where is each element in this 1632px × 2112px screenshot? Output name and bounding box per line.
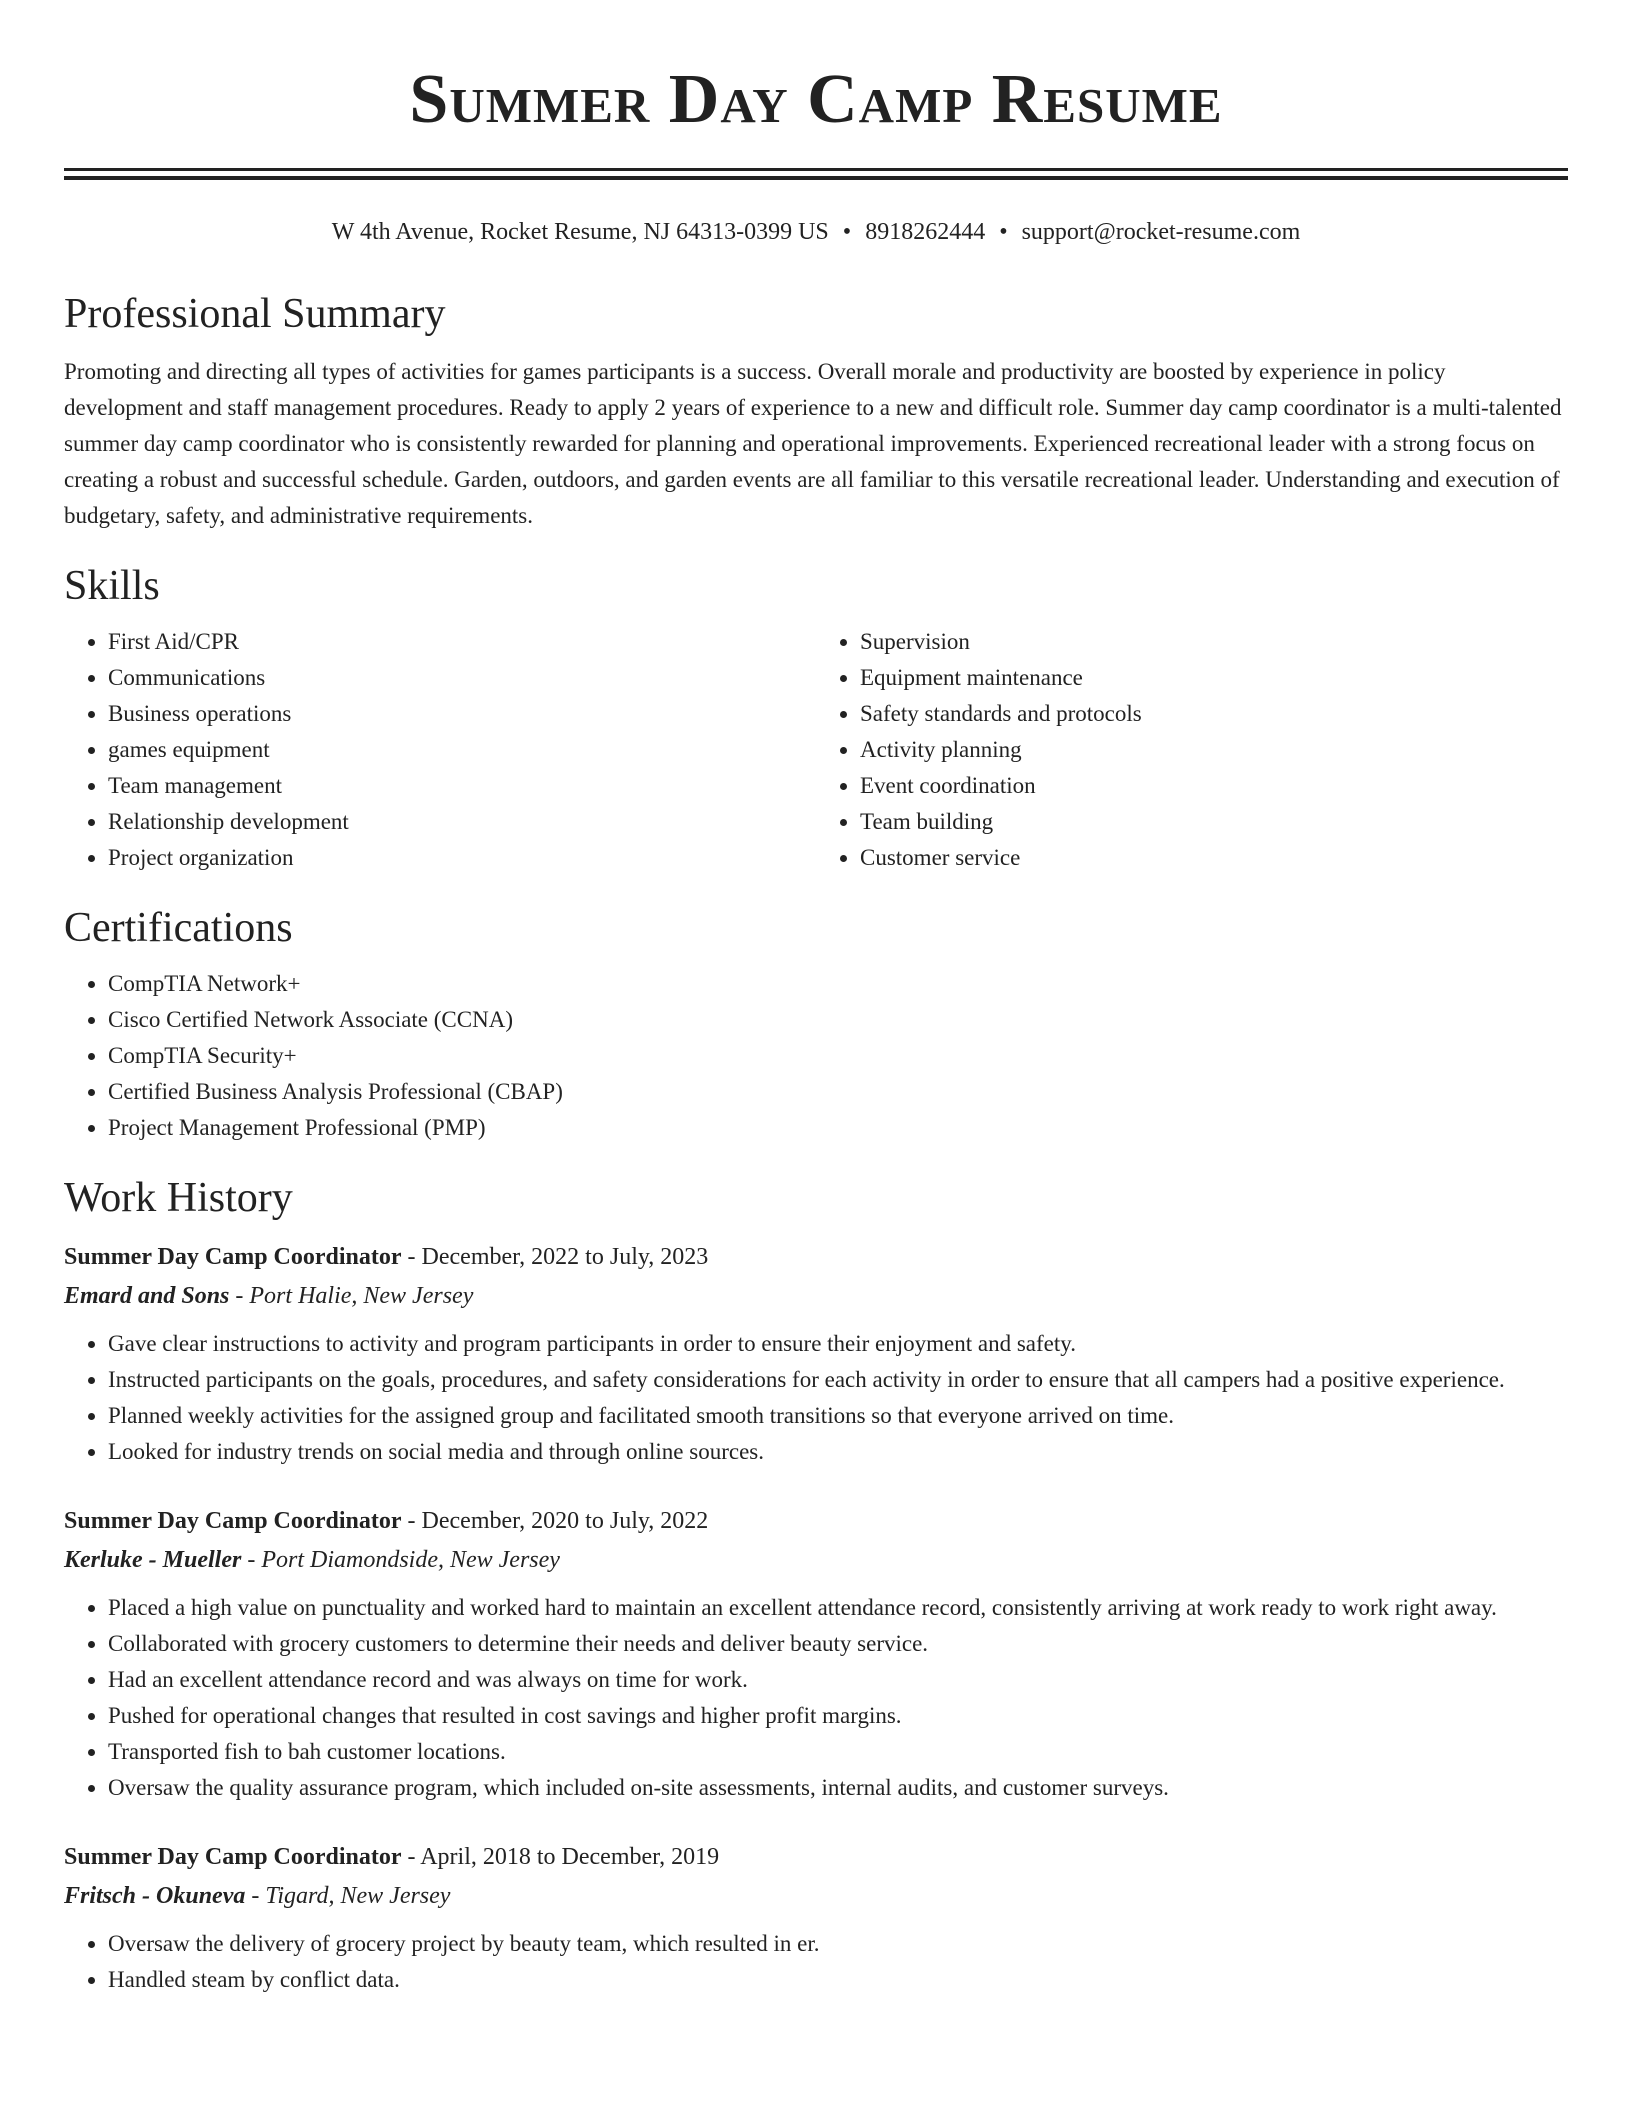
skill-item: • Project organization [108,840,816,876]
certification-item: • Project Management Professional (PMP) [108,1110,1568,1146]
job-title-line [64,1502,1568,1540]
skill-item: • Business operations [108,696,816,732]
job-dates: - December, 2020 to July, 2022 [401,1508,709,1534]
job-bullet: • Pushed for operational changes that resulted in cost savings and higher profit margins. [108,1698,1568,1734]
job-employer-line [64,1876,1568,1916]
job-dates: - April, 2018 to December, 2019 [401,1844,720,1870]
job-bullet: • Oversaw the delivery of grocery project by beauty team, which resulted in er. [108,1926,1568,1962]
job-location: - Port Diamondside, New Jersey [241,1547,560,1573]
skill-item: • games equipment [108,732,816,768]
skill-item: • Supervision [860,624,1568,660]
title-double-rule [64,168,1568,180]
skill-item: • Team management [108,768,816,804]
contact-line [64,216,1568,248]
summary-text: Promoting and directing all types of activities for games participants is a success. Overall morale and productivity are boosted by experience in policy development and staff management procedures. Ready to apply 2 years of experience to a new and difficult role. Summer day camp coordinator is a multi-talented summer day camp coordinator who is consistently rewarded for planning and operational improvements. Experienced recreational leader with a strong focus on creating a robust and successful schedule. Garden, outdoors, and garden events are all familiar to this versatile recreational leader. Understanding and execution of budgetary, safety, and administrative requirements. [64,359,1562,528]
job-dates: - December, 2022 to July, 2023 [401,1244,709,1270]
job-bullet: • Planned weekly activities for the assigned group and facilitated smooth transitions so that everyone arrived on time. [108,1398,1568,1434]
skill-item: • Team building [860,804,1568,840]
job-bullet: • Gave clear instructions to activity and program participants in order to ensure their enjoyment and safety. [108,1326,1568,1362]
certification-item: • Certified Business Analysis Professional (CBAP) [108,1074,1568,1110]
job-title-line [64,1238,1568,1276]
job-employer: Kerluke - Mueller [64,1547,242,1573]
skill-item: • Activity planning [860,732,1568,768]
certification-item: • Cisco Certified Network Associate (CCNA) [108,1002,1568,1038]
job-location: - Port Halie, New Jersey [229,1283,474,1309]
job-bullets [64,1926,1568,1998]
skill-item: • Event coordination [860,768,1568,804]
contact-address: W 4th Avenue, Rocket Resume, NJ 64313-0399 US [331,219,829,245]
job-title: Summer Day Camp Coordinator [64,1844,402,1870]
job-bullet: • Collaborated with grocery customers to determine their needs and deliver beauty service. [108,1626,1568,1662]
job-entry [64,1502,1568,1806]
skill-item: • Customer service [860,840,1568,876]
certification-item: • CompTIA Security+ [108,1038,1568,1074]
skills-columns [64,624,1568,876]
job-bullet: • Placed a high value on punctuality and worked hard to maintain an excellent attendance record, consistently arriving at work ready to work right away. [108,1590,1568,1626]
skill-item: • Equipment maintenance [860,660,1568,696]
job-title: Summer Day Camp Coordinator [64,1508,402,1534]
job-bullet: • Looked for industry trends on social media and through online sources. [108,1434,1568,1470]
contact-email: support@rocket-resume.com [1021,219,1301,245]
skills-left-list [64,624,816,876]
job-title: Summer Day Camp Coordinator [64,1244,402,1270]
job-bullet: • Transported fish to bah customer locations. [108,1734,1568,1770]
job-entry [64,1838,1568,1998]
job-bullet: • Oversaw the quality assurance program, which included on-site assessments, internal audits, and customer surveys. [108,1770,1568,1806]
job-employer: Emard and Sons [64,1283,230,1309]
job-bullets [64,1590,1568,1806]
job-entry [64,1238,1568,1470]
contact-separator: • [842,219,852,245]
job-employer: Fritsch - Okuneva [64,1883,246,1909]
resume-title: Summer Day Camp Resume [409,61,1223,138]
contact-phone: 8918262444 [865,219,986,245]
skills-heading: Skills [64,563,160,609]
job-title-line [64,1838,1568,1876]
job-employer-line [64,1276,1568,1316]
job-employer-line [64,1540,1568,1580]
summary-heading: Professional Summary [64,291,446,337]
certification-item: • CompTIA Network+ [108,966,1568,1002]
job-bullets [64,1326,1568,1470]
certifications-heading: Certifications [64,905,293,951]
skill-item: • Relationship development [108,804,816,840]
job-bullet: • Instructed participants on the goals, procedures, and safety considerations for each activity in order to ensure that all campers had a positive experience. [108,1362,1568,1398]
work-history-heading: Work History [64,1175,293,1221]
contact-separator: • [999,219,1008,245]
job-bullet: • Had an excellent attendance record and was always on time for work. [108,1662,1568,1698]
job-location: - Tigard, New Jersey [245,1883,451,1909]
job-bullet: • Handled steam by conflict data. [108,1962,1568,1998]
certifications-list [64,966,1568,1146]
skill-item: • First Aid/CPR [108,624,816,660]
skill-item: • Communications [108,660,816,696]
skills-right-list [816,624,1568,876]
skill-item: • Safety standards and protocols [860,696,1568,732]
